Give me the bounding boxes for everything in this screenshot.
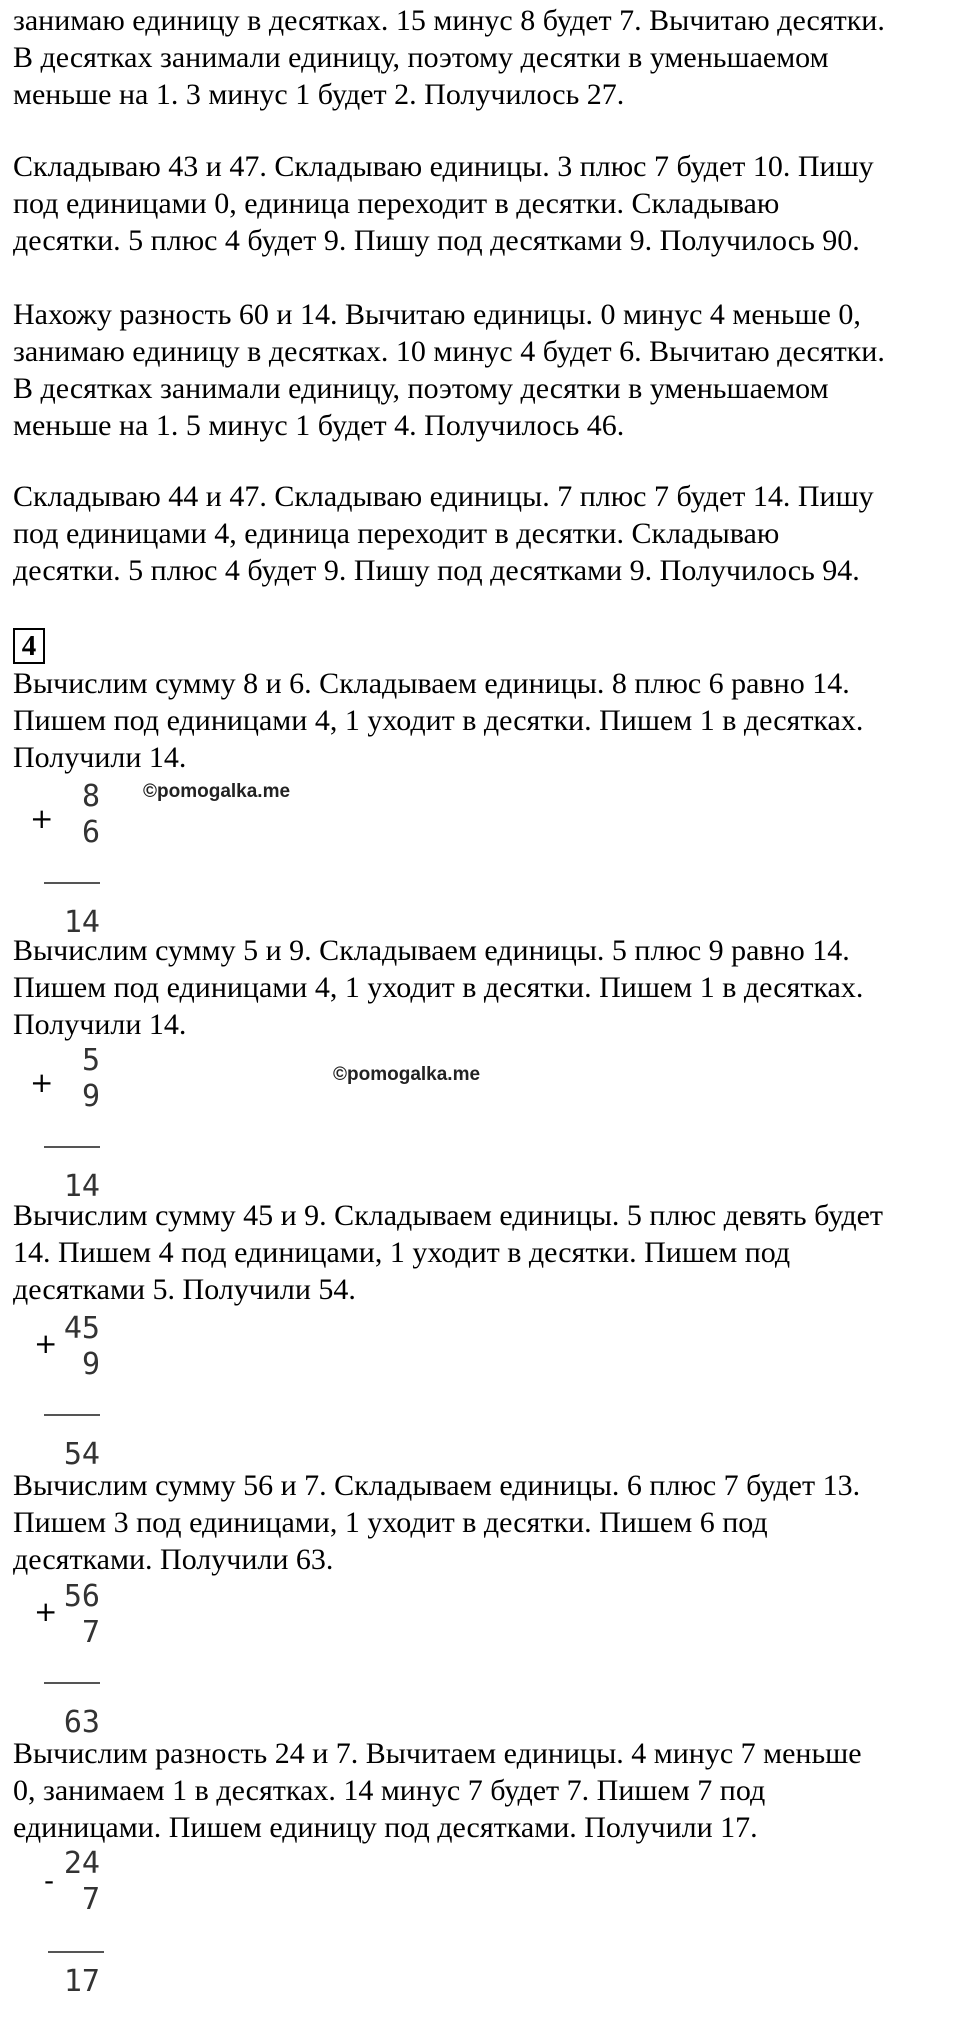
calc-bottom-operand: 9 [81,1079,100,1114]
calc-top-operand: 45 [63,1311,100,1346]
calc-result: 54 [63,1437,100,1472]
calc-top-operand: 8 [81,779,100,814]
calc-line [44,1414,100,1416]
paragraph-1: занимаю единицу в десятках. 15 минус 8 будет 7. Вычитаю десятки. В десятках занимали единицу, поэтому десятки в уменьшаемом меньше на 1. 3 минус 1 будет 2. Получилось 27. [13,4,885,111]
example-3-text: Вычислим сумму 45 и 9. Складываем единицы. 5 плюс девять будет 14. Пишем 4 под единицами, 1 уходит в десятки. Пишем под десятками 5. Получили 54. [13,1199,884,1306]
example-2-text: Вычислим сумму 5 и 9. Складываем единицы. 5 плюс 9 равно 14. Пишем под единицами 4, 1 уходит в десятки. Пишем 1 в десятках. Получили 14. [13,934,864,1041]
calc-line [48,1951,104,1953]
calc-result: 14 [63,905,100,940]
plus-sign: + [30,802,54,835]
calc-bottom-operand: 7 [81,1615,100,1650]
calc-result: 14 [63,1169,100,1204]
paragraph-2: Складываю 43 и 47. Складываю единицы. 3 плюс 7 будет 10. Пишу под единицами 0, единица переходит в десятки. Складываю десятки. 5 плюс 4 будет 9. Пишу под десятками 9. Получилось 90. [13,150,874,257]
calc-result: 63 [63,1705,100,1740]
calc-bottom-operand: 9 [81,1347,100,1382]
watermark: ©pomogalka.me [333,1064,481,1085]
paragraph-4: Складываю 44 и 47. Складываю единицы. 7 плюс 7 будет 14. Пишу под единицами 4, единица переходит в десятки. Складываю десятки. 5 плюс 4 будет 9. Пишу под десятками 9. Получилось 94. [13,480,874,587]
task-number-box: 4 [13,628,45,664]
example-5-calculation [20,1847,140,2027]
plus-sign: + [30,1066,54,1099]
calc-bottom-operand: 7 [81,1882,100,1917]
plus-sign: + [34,1327,58,1360]
calc-result: 17 [63,1964,100,1999]
calc-line [44,882,100,884]
example-4-text: Вычислим сумму 56 и 7. Складываем единицы. 6 плюс 7 будет 13. Пишем 3 под единицами, 1 уходит в десятки. Пишем 6 под десятками. Получили 63. [13,1469,861,1576]
example-4-calculation [20,1580,140,1760]
calc-bottom-operand: 6 [81,815,100,850]
plus-sign: + [34,1595,58,1628]
example-3-calculation [20,1312,140,1492]
example-5-text: Вычислим разность 24 и 7. Вычитаем единицы. 4 минус 7 меньше 0, занимаем 1 в десятках. 14 минус 7 будет 7. Пишем 7 под единицами. Пишем единицу под десятками. Получили 17. [13,1737,862,1844]
minus-sign: - [44,1864,55,1897]
example-1-text: Вычислим сумму 8 и 6. Складываем единицы. 8 плюс 6 равно 14. Пишем под единицами 4, 1 уходит в десятки. Пишем 1 в десятках. Получили 14. [13,667,864,774]
calc-line [44,1682,100,1684]
watermark: ©pomogalka.me [143,781,291,802]
calc-top-operand: 24 [63,1846,100,1881]
calc-top-operand: 56 [63,1579,100,1614]
calc-line [44,1146,100,1148]
calc-top-operand: 5 [81,1043,100,1078]
paragraph-3: Нахожу разность 60 и 14. Вычитаю единицы. 0 минус 4 меньше 0, занимаю единицу в десятках. 10 минус 4 будет 6. Вычитаю десятки. В десятках занимали единицу, поэтому десятки в уменьшаемом меньше на 1. 5 минус 1 будет 4. Получилось 46. [13,298,885,442]
